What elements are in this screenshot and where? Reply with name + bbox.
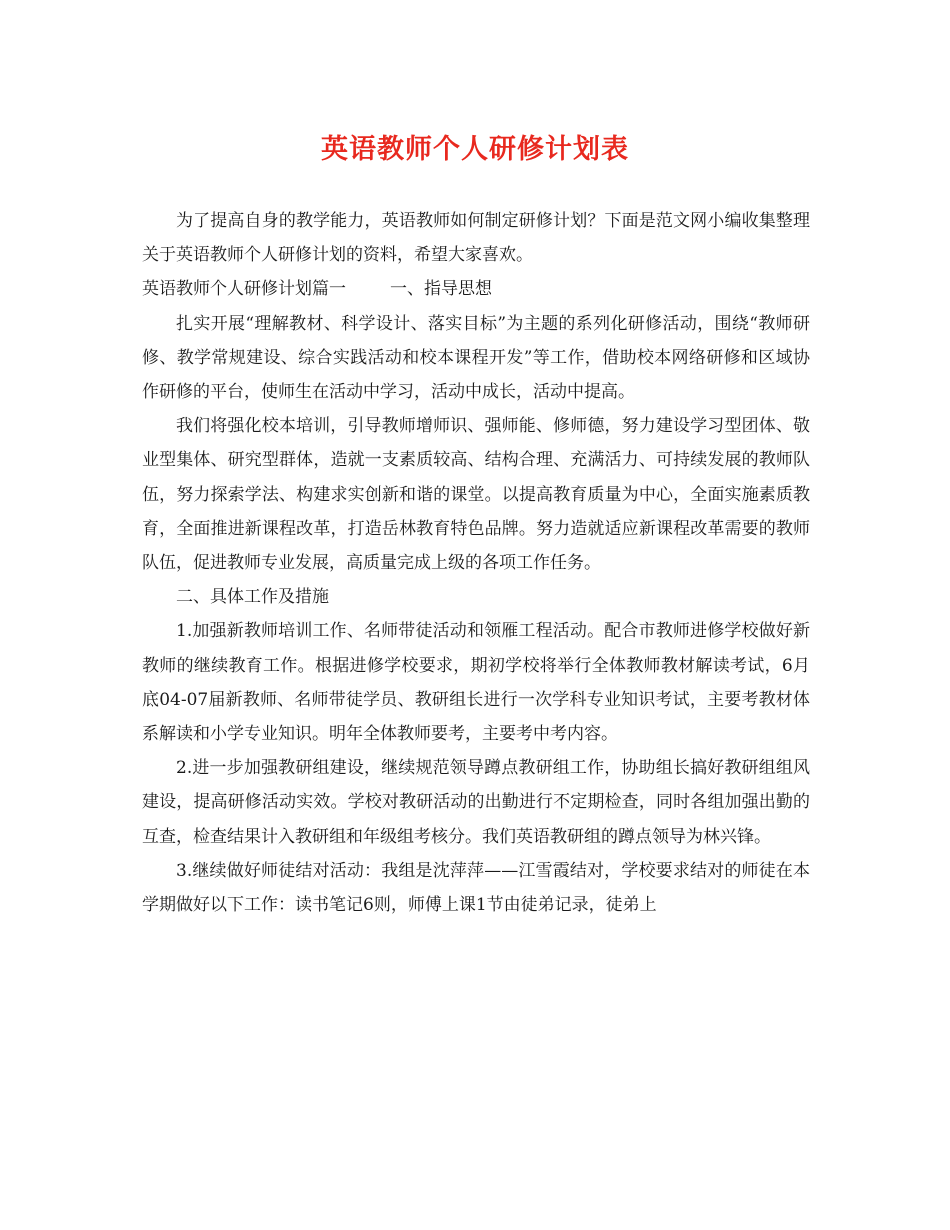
paragraph-guiding-1: 扎实开展“理解教材、科学设计、落实目标”为主题的系列化研修活动，围绕“教师研修、教学常规建设、综合实践活动和校本课程开发”等工作，借助校本网络研修和区域协作研修的平台，使师生在活动中学习，活动中成长，活动中提高。 [142, 313, 810, 403]
section-line [142, 272, 810, 306]
section-heading-measures: 二、具体工作及措施 [176, 587, 329, 608]
intro-paragraph: 为了提高自身的教学能力，英语教师如何制定研修计划？下面是范文网小编收集整理关于英语教师个人研修计划的资料，希望大家喜欢。 [142, 211, 810, 266]
section-label: 英语教师个人研修计划篇一 [142, 279, 346, 300]
measure-item-1: 1.加强新教师培训工作、名师带徒活动和领雁工程活动。配合市教师进修学校做好新教师的继续教育工作。根据进修学校要求，期初学校将举行全体教师教材解读考试，6月底04-07届新教师、名师带徒学员、教研组长进行一次学科专业知识考试，主要考教材体系解读和小学专业知识。明年全体教师要考，主要考中考内容。 [142, 621, 810, 745]
paragraph-guiding-2: 我们将强化校本培训，引导教师增师识、强师能、修师德，努力建设学习型团体、敬业型集体、研究型群体，造就一支素质较高、结构合理、充满活力、可持续发展的教师队伍，努力探索学法、构建求实创新和谐的课堂。以提高教育质量为中心，全面实施素质教育，全面推进新课程改革，打造岳林教育特色品牌。努力造就适应新课程改革需要的教师队伍，促进教师专业发展，高质量完成上级的各项工作任务。 [142, 416, 810, 574]
measure-item-3: 3.继续做好师徒结对活动：我组是沈萍萍——江雪霞结对，学校要求结对的师徒在本学期做好以下工作：读书笔记6则，师傅上课1节由徒弟记录，徒弟上 [142, 860, 810, 916]
section-heading-guiding: 一、指导思想 [390, 279, 492, 300]
measure-item-2: 2.进一步加强教研组建设，继续规范领导蹲点教研组工作，协助组长搞好教研组组风建设，提高研修活动实效。学校对教研活动的出勤进行不定期检查，同时各组加强出勤的互查，检查结果计入教研组和年级组考核分。我们英语教研组的蹲点领导为林兴锋。 [142, 758, 810, 847]
document-title: 英语教师个人研修计划表 [321, 134, 629, 165]
document-body [142, 204, 810, 922]
